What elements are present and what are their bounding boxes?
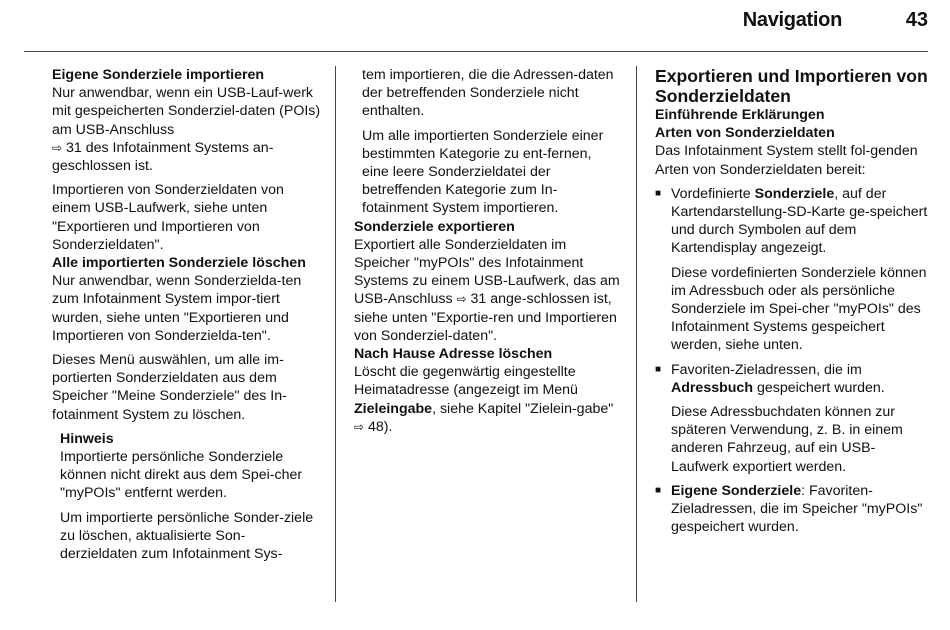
section-heading-import: Eigene Sonderziele importieren (52, 67, 265, 83)
paragraph: Löscht die gegenwärtig eingestellte Heimatadresse (angezeigt im Menü Zieleingabe, siehe Kapitel "Zielein-gabe" ⇨ 48). (354, 364, 614, 435)
paragraph: Exportiert alle Sonderzieldaten im Speicher "myPOIs" des Infotainment Systems zu einem USB-Laufwerk, das am USB-Anschluss ⇨ 31 ange-schlossen ist, siehe unten "Exportie-ren und Importieren von Sonderziel-daten". (354, 236, 620, 344)
paragraph: Nur anwendbar, wenn ein USB-Lauf-werk mit gespeicherten Sonderziel-daten (POIs) am USB-Anschluss ⇨ 31 des Infotainment Systems an-geschlossen ist. (52, 85, 321, 175)
list-item-detail: Diese Adressbuchdaten können zur späteren Verwendung, z. B. in einem anderen Fahrzeug, auf ein USB-Laufwerk exportiert werden. (671, 404, 903, 475)
section-title-export-import: Exportieren und Importieren von Sonderzieldaten (655, 66, 928, 106)
menu-name-zieleingabe: Zieleingabe (354, 400, 433, 417)
paragraph: Dieses Menü auswählen, um alle im-portierten Sonderzieldaten aus dem Speicher "Meine Sonderziele" des In-fotainment System zu löschen. (52, 352, 287, 423)
page-reference[interactable]: 31 (66, 139, 82, 156)
cross-reference-arrow-icon: ⇨ (52, 140, 63, 155)
note-paragraph: Um importierte persönliche Sonder-ziele zu löschen, aktualisierte Son-derzieldaten zum Infotainment Sys- (60, 509, 314, 563)
page-header (0, 0, 950, 52)
paragraph: tem importieren, die die Adressen-daten der betreffenden Sonderziele nicht enthalten. (362, 67, 614, 120)
section-heading-delete: Alle importierten Sonderziele löschen (52, 255, 306, 272)
bullet-square-icon: ■ (655, 484, 662, 496)
bullet-square-icon: ■ (655, 363, 662, 375)
column-1 (52, 66, 322, 563)
section-heading-export: Sonderziele exportieren (354, 218, 515, 235)
page-reference[interactable]: 48 (368, 418, 384, 435)
paragraph: Das Infotainment System stellt fol-genden Arten von Sonderzieldaten bereit: (655, 143, 918, 178)
cross-reference-arrow-icon: ⇨ (354, 419, 365, 434)
column-3 (655, 66, 930, 536)
note-paragraph: Importierte persönliche Sonderziele können nicht direkt aus dem Spei-cher "myPOIs" entfernt werden. (60, 449, 303, 502)
column-2 (354, 66, 622, 436)
subheading-types: Arten von Sonderzieldaten (655, 125, 835, 142)
list-item: ■ Eigene Sonderziele: Favoriten-Zieladressen, die im Speicher "myPOIs" gespeichert wurden. (655, 482, 923, 536)
paragraph: Um alle importierten Sonderziele einer bestimmten Kategorie zu ent-fernen, eine leere Sonderzieldatei der betreffenden Kategorie zum In-fotainment System importieren. (362, 127, 604, 217)
note-heading: Hinweis (60, 430, 114, 447)
list-item-detail: Diese vordefinierten Sonderziele können im Adressbuch oder als persönliche Sonderziele im Spei-cher "myPOIs" des Infotainment Systems gespeichert werden, siehe unten. (671, 264, 927, 354)
list-item: ■ Vordefinierte Sonderziele, auf der Kartendarstellung-SD-Karte ge-speichert und durch Symbolen auf dem Kartendisplay angezeigt. (655, 185, 928, 257)
paragraph: Nur anwendbar, wenn Sonderzielda-ten zum Infotainment System impor-tiert wurden, siehe unten "Exportieren und Importieren von Sonderzielda-ten". (52, 273, 302, 344)
cross-reference-arrow-icon: ⇨ (456, 292, 467, 307)
page-number: 43 (905, 9, 928, 31)
column-divider-2 (636, 66, 637, 602)
bullet-square-icon: ■ (655, 187, 662, 199)
column-divider-1 (335, 66, 336, 602)
page-reference[interactable]: 31 (470, 291, 487, 308)
paragraph: Importieren von Sonderzieldaten von einem USB-Laufwerk, siehe unten "Exportieren und Importieren von Sonderzieldaten". (52, 182, 284, 253)
header-divider (24, 51, 928, 52)
section-heading-home-address: Nach Hause Adresse löschen (354, 346, 553, 363)
subheading-intro: Einführende Erklärungen (655, 107, 825, 123)
note-box (52, 430, 322, 563)
list-item: ■ Favoriten-Zieladressen, die im Adressbuch gespeichert wurden. (655, 361, 885, 396)
chapter-title: Navigation (742, 9, 842, 31)
